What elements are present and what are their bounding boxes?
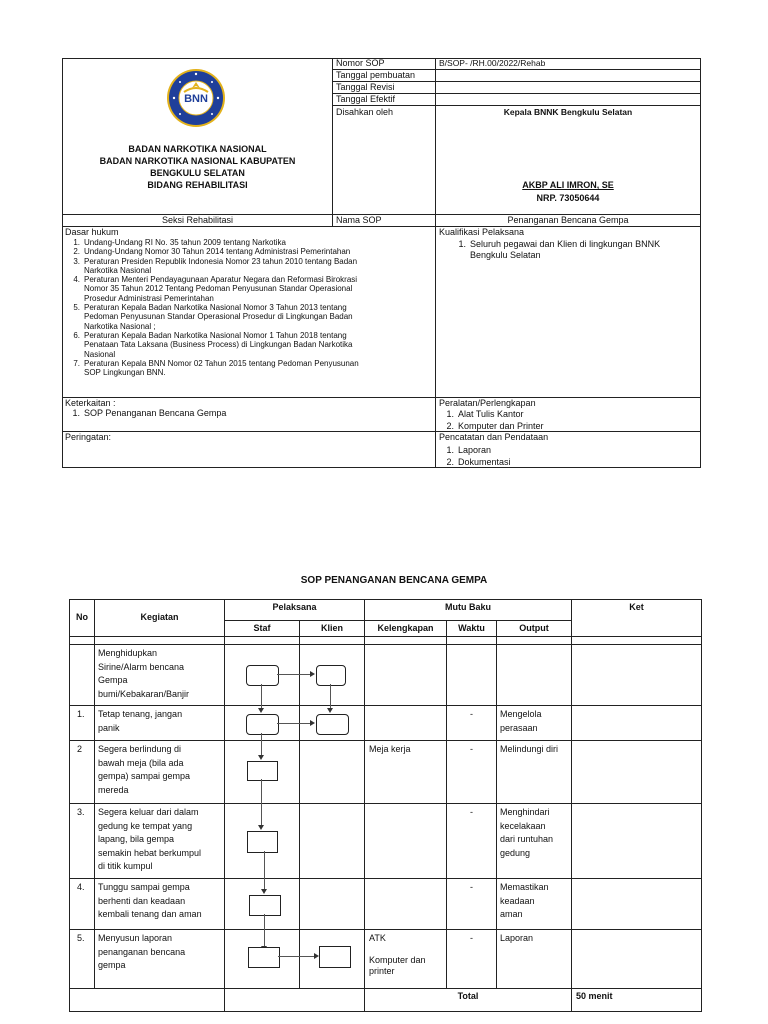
time-value: -: [470, 933, 473, 943]
flow-start-klien: [316, 665, 346, 686]
approver-title: Kepala BNNK Bengkulu Selatan: [503, 107, 633, 117]
activity-line: gedung ke tempat yang: [98, 820, 193, 831]
dasar-hukum-list: [62, 238, 434, 377]
peringatan-title: Peringatan:: [65, 432, 112, 442]
keterkaitan-title: Keterkaitan :: [65, 398, 116, 408]
total-label: Total: [457, 991, 479, 1001]
section-label: Seksi Rehabilitasi: [161, 215, 234, 225]
activity-line: gempa) sampai gempa: [98, 771, 191, 781]
flow-step2-staf: [247, 761, 278, 781]
activity-line: lapang, bila gempa: [98, 834, 175, 844]
list-item-line: Komputer dan Printer: [458, 421, 544, 431]
equipment-line: ATK: [369, 933, 386, 943]
list-item-line: Bengkulu Selatan: [470, 250, 541, 260]
list-item: [436, 420, 700, 432]
list-item-line: SOP Lingkungan BNN.: [84, 368, 166, 378]
equipment-line: Meja kerja: [369, 744, 411, 754]
list-item: [62, 408, 434, 419]
list-item-line: Prosedur Administrasi Pemerintahan: [84, 293, 214, 303]
header-staf: Staf: [253, 623, 271, 633]
organization-name: [63, 143, 332, 191]
list-item: [448, 239, 712, 261]
header-ket: Ket: [629, 602, 644, 612]
list-item: [436, 408, 700, 420]
list-item-line: Peraturan Menteri Pendayagunaan Aparatur Negara dan Reformasi Birokrasi: [84, 275, 358, 285]
list-item-number: 3.: [73, 256, 80, 266]
meta-label-tanggal-efektif: Tanggal Efektif: [336, 94, 396, 104]
list-item-number: 1.: [446, 445, 454, 455]
sop-title: SOP PENANGANAN BENCANA GEMPA: [300, 575, 488, 586]
row-number: 2: [77, 744, 83, 754]
meta-value-nomor: B/SOP- /RH.00/2022/Rehab: [439, 58, 546, 68]
list-item-line: Undang-Undang RI No. 35 tahun 2009 tentang Narkotika: [84, 238, 286, 247]
signer-name: AKBP ALI IMRON, SE: [522, 180, 614, 190]
meta-label-disahkan: Disahkan oleh: [336, 107, 394, 117]
output-line: keadaan: [500, 895, 535, 906]
output-line: Memastikan: [500, 882, 549, 892]
row-number: 3.: [77, 807, 85, 817]
list-item-number: 6.: [73, 330, 80, 340]
signer-nrp: NRP. 73050644: [536, 193, 600, 203]
activity-line: bumi/Kebakaran/Banjir: [98, 688, 190, 699]
pencatatan-title: Pencatatan dan Pendataan: [439, 432, 549, 442]
list-item-number: 7.: [73, 358, 80, 368]
time-value: -: [470, 744, 473, 754]
list-item-number: 1.: [73, 238, 80, 247]
org-line: BIDANG REHABILITASI: [147, 180, 248, 190]
total-value: 50 menit: [576, 991, 613, 1001]
list-item-number: 2.: [73, 247, 80, 257]
activity-line: gempa: [98, 960, 126, 970]
header-waktu: Waktu: [458, 623, 485, 633]
equipment-line: Komputer dan: [369, 955, 426, 965]
list-item: [62, 303, 434, 331]
header-klien: Klien: [320, 623, 343, 633]
list-item-line: Seluruh pegawai dan Klien di lingkungan BNNK: [470, 239, 661, 249]
activity-line: Gempa: [98, 675, 128, 685]
list-item-line: Nomor 35 Tahun 2012 Tentang Pedoman Penyusunan Standar Operasional: [84, 284, 353, 294]
row-number: 1.: [77, 709, 85, 719]
output-line: dari runtuhan: [500, 834, 554, 844]
output-line: Mengelola: [500, 709, 542, 719]
activity-line: kembali tenang dan aman: [98, 909, 202, 919]
sop-name-value: Penanganan Bencana Gempa: [507, 215, 629, 225]
list-item-number: 1.: [458, 239, 466, 249]
activity-line: Menghidupkan: [98, 648, 158, 658]
list-item-line: Pedoman Penyusunan Standar Operasional Prosedur di Lingkungan Badan: [84, 312, 353, 322]
list-item: [62, 257, 434, 276]
time-value: -: [470, 807, 473, 817]
flow-step1-staf: [246, 714, 279, 735]
list-item-line: Peraturan Kepala Badan Narkotika Nasional Nomor 1 Tahun 2018 tentang: [84, 330, 347, 340]
list-item-number: 1.: [72, 408, 80, 418]
time-value: -: [470, 709, 473, 719]
list-item: [62, 238, 434, 247]
list-item-line: Peraturan Presiden Republik Indonesia Nomor 23 tahun 2010 tentang Badan: [84, 256, 358, 266]
list-item-number: 2.: [446, 457, 454, 467]
list-item-line: Alat Tulis Kantor: [458, 409, 524, 419]
output-line: gedung: [500, 847, 531, 858]
dasar-hukum-title: Dasar hukum: [65, 227, 119, 237]
header-output: Output: [519, 623, 549, 633]
output-line: Menghindari: [500, 807, 550, 817]
list-item: [62, 275, 434, 303]
flow-step5-klien: [319, 946, 351, 968]
sop-name-label: Nama SOP: [336, 215, 382, 225]
flow-start-staf: [246, 665, 279, 686]
list-item-number: 5.: [73, 303, 80, 313]
header-no: No: [76, 612, 88, 622]
pencatatan-list: [436, 444, 700, 468]
activity-line: bawah meja (bila ada: [98, 757, 184, 768]
list-item-line: Peraturan Kepala BNN Nomor 02 Tahun 2015 tentang Pedoman Penyusunan: [84, 358, 359, 368]
activity-line: penanganan bencana: [98, 946, 186, 957]
output-line: Melindungi diri: [500, 744, 559, 754]
header-kelengkapan: Kelengkapan: [377, 623, 434, 633]
list-item-line: Undang-Undang Nomor 30 Tahun 2014 tentang Administrasi Pemerintahan: [84, 247, 351, 257]
list-item-line: Laporan: [458, 445, 492, 455]
list-item: [62, 247, 434, 256]
org-line: BENGKULU SELATAN: [150, 168, 245, 178]
org-line: BADAN NARKOTIKA NASIONAL KABUPATEN: [99, 156, 296, 166]
output-line: perasaan: [500, 722, 538, 733]
flow-step3-staf: [247, 831, 278, 853]
row-number: 4.: [77, 882, 85, 892]
list-item-number: 2.: [446, 421, 454, 431]
header-mutu-baku: Mutu Baku: [445, 602, 491, 612]
flow-step1-klien: [316, 714, 349, 735]
output-line: Laporan: [500, 933, 534, 943]
flow-step4-staf: [249, 895, 281, 916]
equipment-line: printer: [369, 966, 395, 976]
activity-line: Segera keluar dari dalam: [98, 807, 199, 817]
list-item-line: Dokumentasi: [458, 457, 511, 467]
list-item-line: Nasional: [84, 349, 116, 359]
header-kegiatan: Kegiatan: [140, 612, 179, 622]
meta-label-nomor: Nomor SOP: [336, 58, 385, 68]
list-item-line: Narkotika Nasional ;: [84, 321, 156, 331]
peralatan-title: Peralatan/Perlengkapan: [439, 398, 536, 408]
activity-line: Segera berlindung di: [98, 744, 182, 754]
activity-line: di titik kumpul: [98, 861, 153, 871]
time-value: -: [470, 882, 473, 892]
peralatan-list: [436, 408, 700, 432]
list-item: [436, 444, 700, 456]
output-line: aman: [500, 909, 523, 919]
list-item: [62, 359, 434, 378]
activity-line: mereda: [98, 784, 129, 795]
activity-line: berhenti dan keadaan: [98, 895, 186, 906]
bnn-logo: [166, 68, 226, 128]
list-item-line: Peraturan Kepala Badan Narkotika Nasional Nomor 3 Tahun 2013 tentang: [84, 303, 347, 313]
list-item-number: 4.: [73, 275, 80, 285]
activity-line: Sirine/Alarm bencana: [98, 661, 185, 672]
keterkaitan-list: [62, 408, 434, 419]
output-line: kecelakaan: [500, 820, 546, 831]
activity-line: panik: [98, 722, 120, 733]
meta-label-tanggal-revisi: Tanggal Revisi: [336, 82, 395, 92]
meta-label-tanggal-pembuatan: Tanggal pembuatan: [336, 70, 416, 80]
list-item-number: 1.: [446, 409, 454, 419]
header-pelaksana: Pelaksana: [272, 602, 317, 612]
kualifikasi-list: [436, 239, 712, 261]
org-line: BADAN NARKOTIKA NASIONAL: [128, 144, 267, 154]
activity-line: semakin hebat berkumpul: [98, 847, 202, 858]
list-item-line: Penataan Tata Laksana (Business Process) di Lingkungan Badan Narkotika: [84, 340, 353, 350]
list-item-line: Narkotika Nasional: [84, 265, 152, 275]
list-item-line: SOP Penanganan Bencana Gempa: [84, 408, 227, 418]
kualifikasi-title: Kualifikasi Pelaksana: [439, 227, 525, 237]
list-item: [436, 456, 700, 468]
list-item: [62, 331, 434, 359]
activity-line: Tetap tenang, jangan: [98, 709, 183, 719]
activity-line: Tunggu sampai gempa: [98, 882, 190, 892]
logo-text: BNN: [184, 93, 208, 105]
activity-line: Menyusun laporan: [98, 933, 173, 943]
flow-step5-staf: [248, 947, 280, 968]
row-number: 5.: [77, 933, 85, 943]
